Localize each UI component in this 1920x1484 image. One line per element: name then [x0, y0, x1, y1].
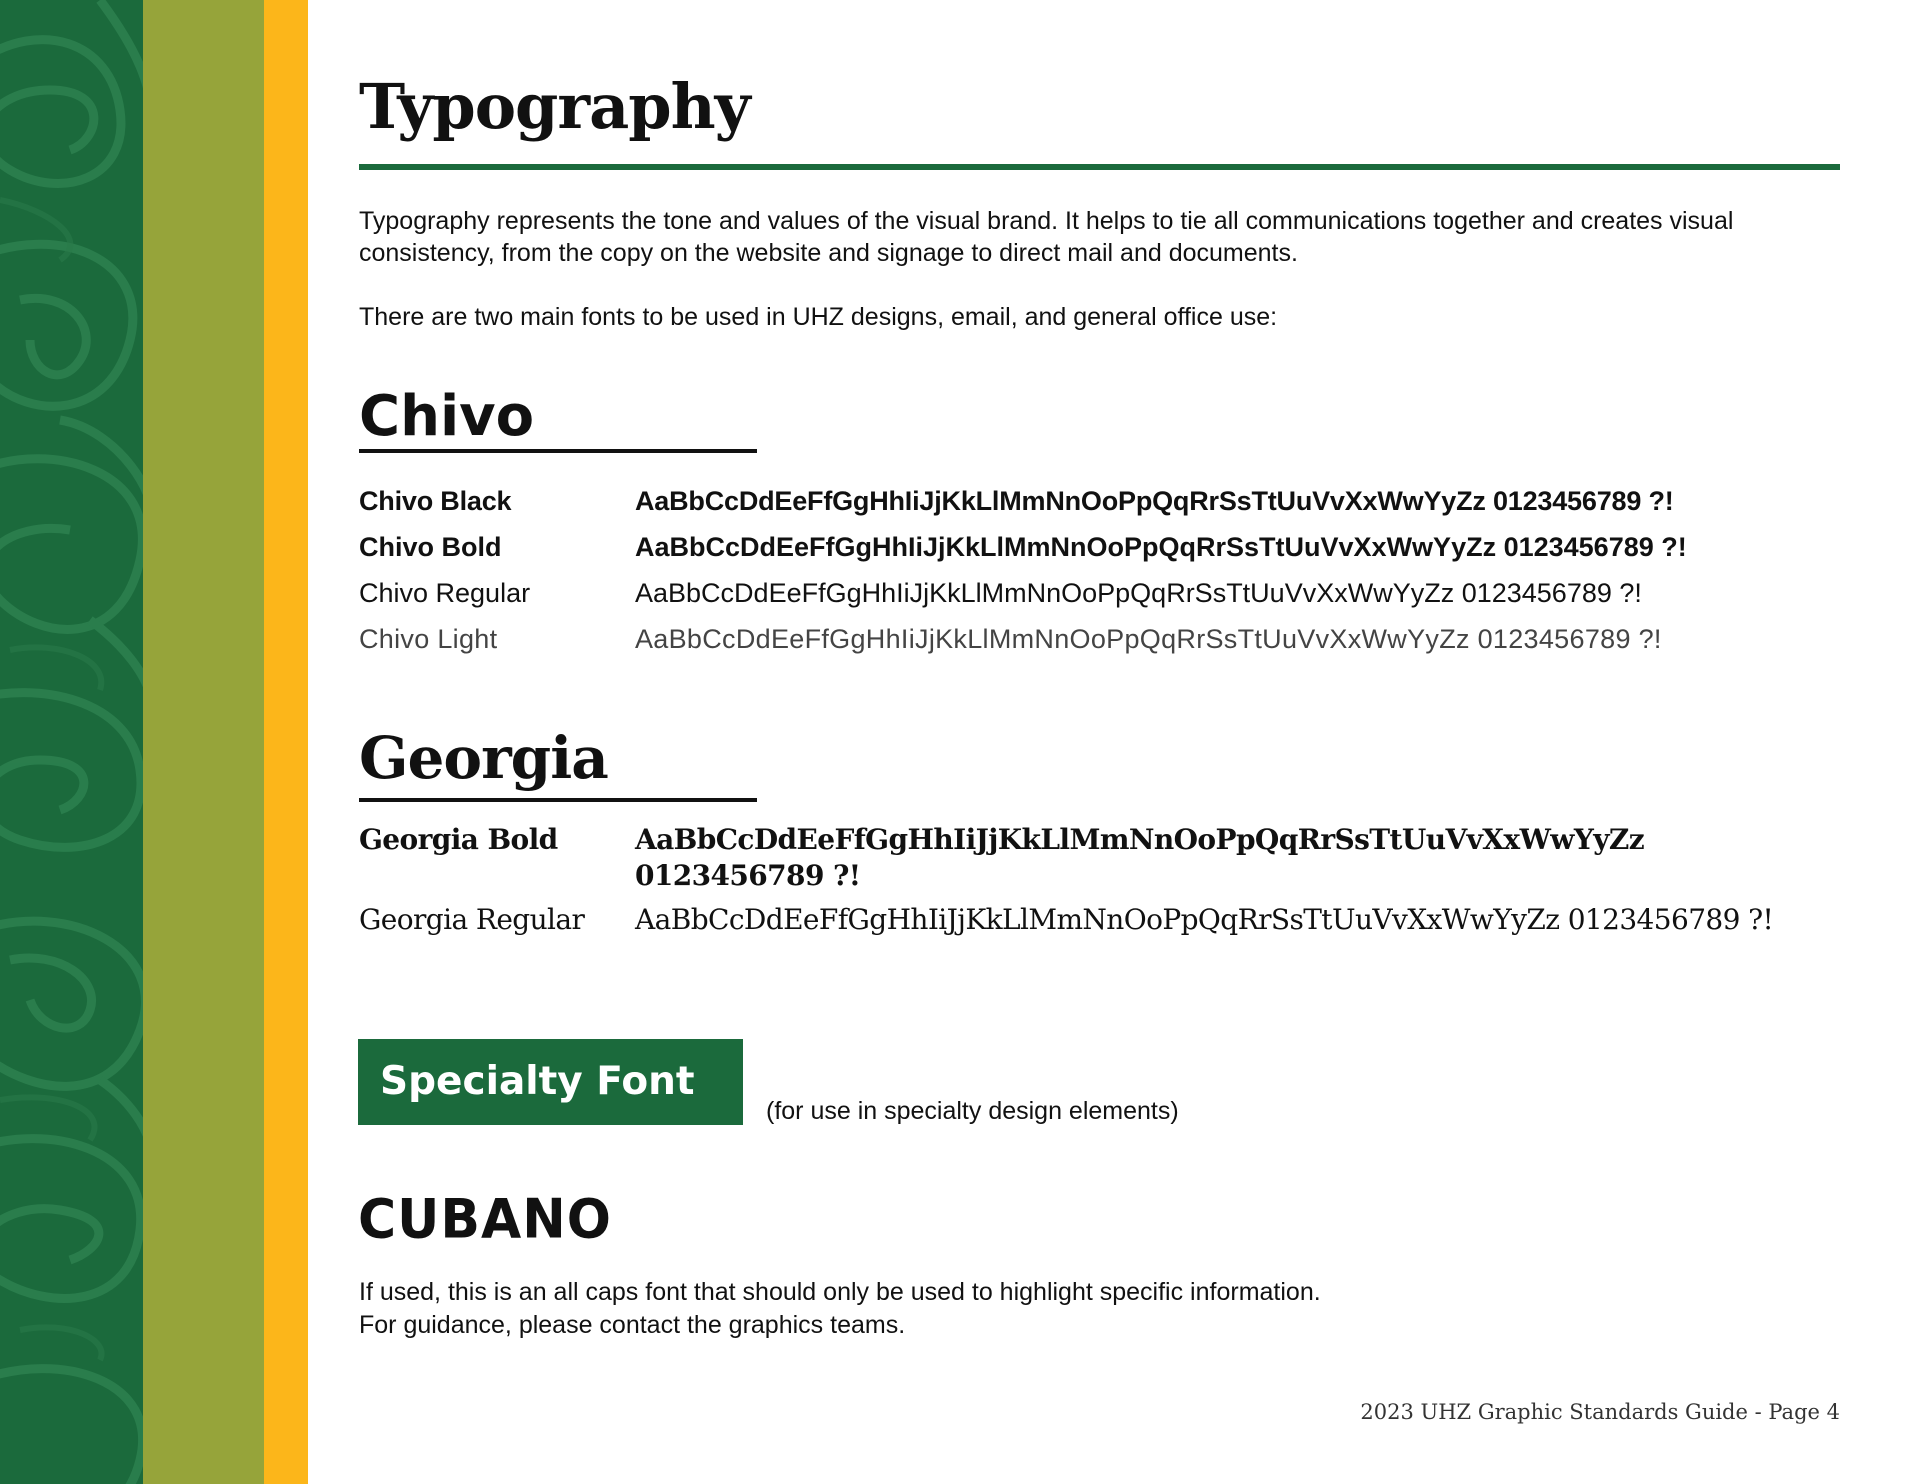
cubano-description-line1: If used, this is an all caps font that should only be used to highlight specific information. [359, 1278, 1321, 1306]
topographic-pattern [0, 0, 143, 1484]
fonts-intro-paragraph: There are two main fonts to be used in UHZ designs, email, and general office use: [359, 303, 1278, 331]
font-name: Chivo Bold [359, 532, 502, 562]
gold-band [264, 0, 308, 1484]
georgia-section-title: Georgia [359, 724, 608, 792]
font-sample: AaBbCcDdEeFfGgHhIiJjKkLlMmNnOoPpQqRrSsTtUuVvXxWwYyZz 0123456789 ?! [635, 903, 1774, 936]
font-name: Chivo Light [359, 624, 498, 654]
cubano-font-name: CUBANO [358, 1188, 612, 1251]
title-divider [359, 164, 1840, 170]
intro-paragraph: Typography represents the tone and values of the visual brand. It helps to tie all communications together and creates visual consistency, from the copy on the website and signage to direct mail and documents. [359, 207, 1734, 267]
olive-band [143, 0, 264, 1484]
font-name: Chivo Black [359, 486, 512, 516]
font-sample: AaBbCcDdEeFfGgHhIiJjKkLlMmNnOoPpQqRrSsTtUuVvXxWwYyZz 0123456789 ?! [635, 532, 1687, 562]
font-sample: AaBbCcDdEeFfGgHhIiJjKkLlMmNnOoPpQqRrSsTtUuVvXxWwYyZz 0123456789 ?! [635, 578, 1642, 608]
specialty-font-note: (for use in specialty design elements) [766, 1097, 1179, 1125]
page-title: Typography [359, 70, 750, 143]
specialty-font-label: Specialty Font [358, 1039, 743, 1125]
cubano-description-line2: For guidance, please contact the graphics teams. [359, 1311, 906, 1339]
page-footer: 2023 UHZ Graphic Standards Guide - Page 4 [1360, 1400, 1840, 1424]
font-sample: AaBbCcDdEeFfGgHhIiJjKkLlMmNnOoPpQqRrSsTtUuVvXxWwYyZz 0123456789 ?! [635, 486, 1674, 516]
georgia-section-divider [359, 798, 757, 802]
font-name: Georgia Regular [359, 903, 585, 936]
chivo-section-divider [359, 449, 757, 453]
font-name: Georgia Bold [359, 823, 558, 856]
font-name: Chivo Regular [359, 578, 531, 608]
chivo-section-title: Chivo [359, 384, 535, 449]
green-pattern-band [0, 0, 143, 1484]
font-sample: AaBbCcDdEeFfGgHhIiJjKkLlMmNnOoPpQqRrSsTtUuVvXxWwYyZz 0123456789 ?! [635, 823, 1645, 892]
font-sample: AaBbCcDdEeFfGgHhIiJjKkLlMmNnOoPpQqRrSsTtUuVvXxWwYyZz 0123456789 ?! [635, 624, 1662, 654]
